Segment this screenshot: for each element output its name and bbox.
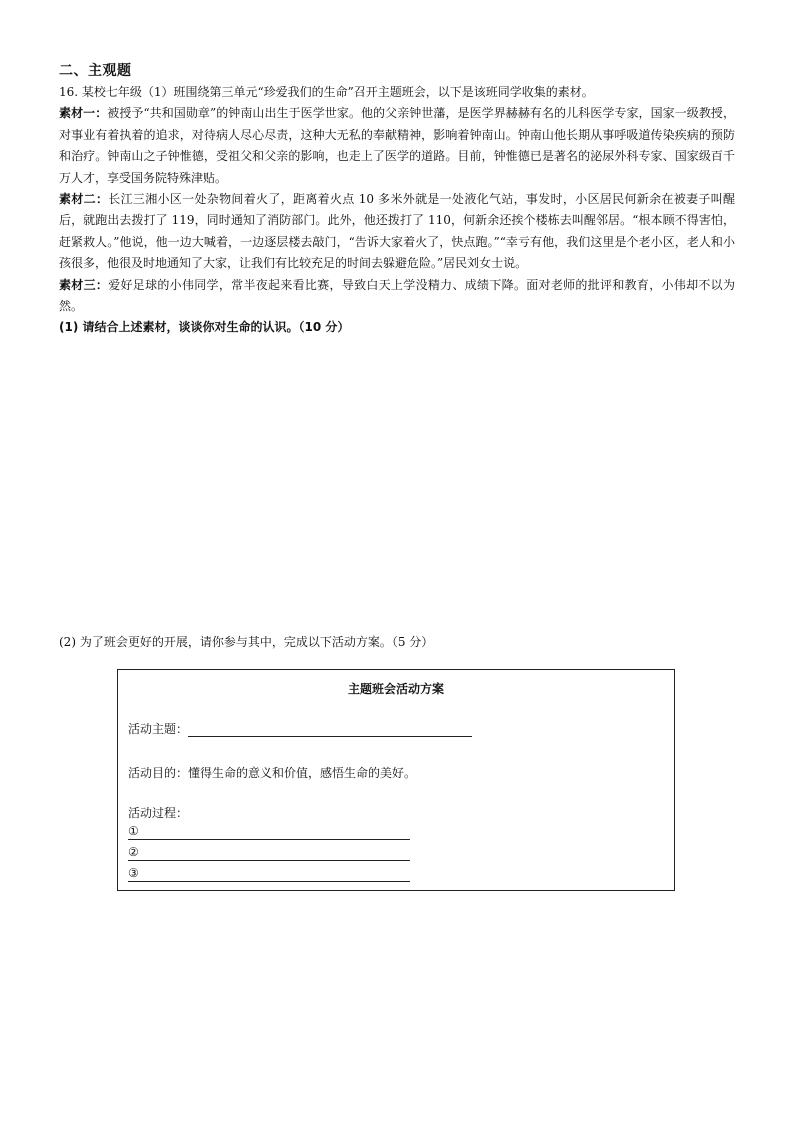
plan-step-3-marker: ③ [128,866,139,880]
sub-question-1: (1) 请结合上述素材，谈谈你对生命的认识。（10 分） [59,320,350,335]
plan-purpose-text: 懂得生命的意义和价值，感悟生命的美好。 [188,766,417,780]
plan-step-1-blank[interactable] [128,822,410,840]
material-2 [59,189,735,275]
material-3-text: 爱好足球的小伟同学，常半夜起来看比赛，导致白天上学没精力、成绩下降。面对老师的批评和教育，小伟却不以为然。 [59,277,735,314]
plan-step-3-blank[interactable] [128,864,410,882]
activity-plan-box [117,669,675,891]
plan-step-1-marker: ① [128,824,139,838]
material-3-label: 素材三： [59,277,109,292]
plan-process-label: 活动过程： [128,806,189,820]
question-stem: 16. 某校七年级（1）班围绕第三单元“珍爱我们的生命”召开主题班会，以下是该班同学收集的素材。 [59,85,594,99]
plan-step-2-marker: ② [128,845,139,859]
plan-theme-label: 活动主题： [128,722,189,736]
plan-purpose-row [128,764,416,781]
material-1-text: 被授予“共和国勋章”的钟南山出生于医学世家。他的父亲钟世藩，是医学界赫赫有名的儿科医学专家，国家一级教授，对事业有着执着的追求，对待病人尽心尽责，这种大无私的奉献精神，影响着钟南山。钟南山他长期从事呼吸道传染疾病的预防和治疗。钟南山之子钟惟德，受祖父和父亲的影响，也走上了医学的道路。目前，钟惟德已是著名的泌尿外科专家、国家级百千万人才，享受国务院特殊津贴。 [59,106,735,185]
material-1 [59,103,735,189]
plan-title: 主题班会活动方案 [347,682,444,696]
plan-purpose-label: 活动目的： [128,766,189,780]
material-2-label: 素材二： [59,192,109,207]
material-3 [59,275,735,318]
material-1-label: 素材一： [59,106,108,121]
sub-question-2: (2) 为了班会更好的开展，请你参与其中，完成以下活动方案。（5 分） [59,635,434,649]
plan-theme-blank[interactable] [188,722,472,737]
plan-step-2-blank[interactable] [128,843,410,861]
question-body [59,82,735,339]
section-title: 二、主观题 [59,63,132,79]
material-2-text: 长江三湘小区一处杂物间着火了，距离着火点 10 多米外就是一处液化气站，事发时，小区居民何新余在被妻子叫醒后，就跑出去拨打了 119，同时通知了消防部门。此外，他还拨打了 110，何新余还挨个楼栋去叫醒邻居。“根本顾不得害怕，赶紧救人。”他说，他一边大喊着，一边逐层楼去敲门，“告诉大家着火了，快点跑。”“幸亏有他，我们这里是个老小区，老人和小孩很多，他很及时地通知了大家，让我们有比较充足的时间去躲避危险。”居民刘女士说。 [59,192,735,271]
plan-theme-row [128,720,472,737]
